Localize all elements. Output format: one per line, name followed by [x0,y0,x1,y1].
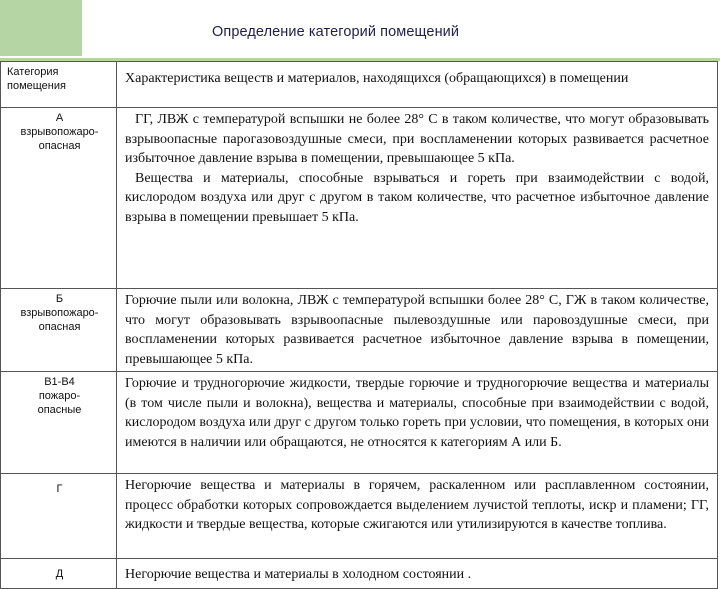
description-cell [117,372,718,474]
category-name: Д [55,568,64,580]
header-category-cell [1,62,117,108]
table-row-b [1,289,718,372]
category-cell [1,474,117,559]
table-header-row [1,62,718,108]
category-class-line2: опасные [37,404,82,416]
category-cell [1,372,117,474]
table-row-g [1,474,718,559]
description-cell [117,559,718,589]
category-class-line2: опасная [38,140,81,152]
description-cell [117,289,718,372]
header-description-cell [117,62,718,108]
description-paragraph-1: Горючие пыли или волокна, ЛВЖ с температурой вспышки более 28° С, ГЖ в таком количестве, что могут образовывать взрывоопасные пылевоздушные или паровоздушные смеси, при воспламенении которых развивается расчетное избыточное давление взрыва в помещении, превышающее 5 кПа. [125,293,709,367]
header-category-line2: помещения [7,80,66,92]
category-class-line2: опасная [38,321,81,333]
header-description-text: Характеристика веществ и материалов, находящихся (обращающихся) в помещении [125,71,629,86]
table-row-v [1,372,718,474]
category-class-line1: пожаро- [38,390,81,402]
page-title: Определение категорий помещений [212,24,460,40]
title-accent-block [0,0,82,56]
category-class-line1: взрывопожаро- [20,126,99,138]
category-cell [1,108,117,289]
category-name: А [55,112,64,124]
description-paragraph-1: Горючие и трудногорючие жидкости, твердые горючие и трудногорючие вещества и материалы (в том числе пыли и волокна), вещества и материалы, способные при взаимодействии с водой, кислородом воздуха или друг с другом только гореть при условии, что помещения, в которых они имеются в наличии или обращаются, не относятся к категориям А или Б. [125,376,709,450]
description-cell [117,108,718,289]
category-name: В1-В4 [44,376,75,388]
category-cell [1,289,117,372]
description-paragraph-2: Вещества и материалы, способные взрываться и гореть при взаимодействии с водой, кислородом воздуха или друг с другом в таком количестве, что расчетное избыточное давление взрыва в помещении превышает 5 кПа. [125,170,709,225]
description-paragraph-1: Негорючие вещества и материалы в холодном состоянии . [125,567,472,582]
categories-table [0,61,718,589]
description-paragraph-1: Негорючие вещества и материалы в горячем, раскаленном или расплавленном состоянии, процесс обработки которых сопровождается выделением лучистой теплоты, искр и пламени; ГГ, жидкости и твердые вещества, которые сжигаются или утилизируются в качестве топлива. [125,478,709,532]
category-class-line1: взрывопожаро- [20,307,99,319]
header-category-line1: Категория [7,66,59,78]
category-name: Б [55,293,64,305]
table-row-d [1,559,718,589]
table-row-a [1,108,718,289]
category-name: Г [56,483,63,495]
category-cell [1,559,117,589]
description-cell [117,474,718,559]
description-paragraph-1: ГГ, ЛВЖ с температурой вспышки не более 28° С в таком количестве, что могут образовывать взрывоопасные парогазовоздушные смеси, при воспламенении которых развивается расчетное избыточное давление взрыва в помещении, превышающее 5 кПа. [125,112,709,166]
